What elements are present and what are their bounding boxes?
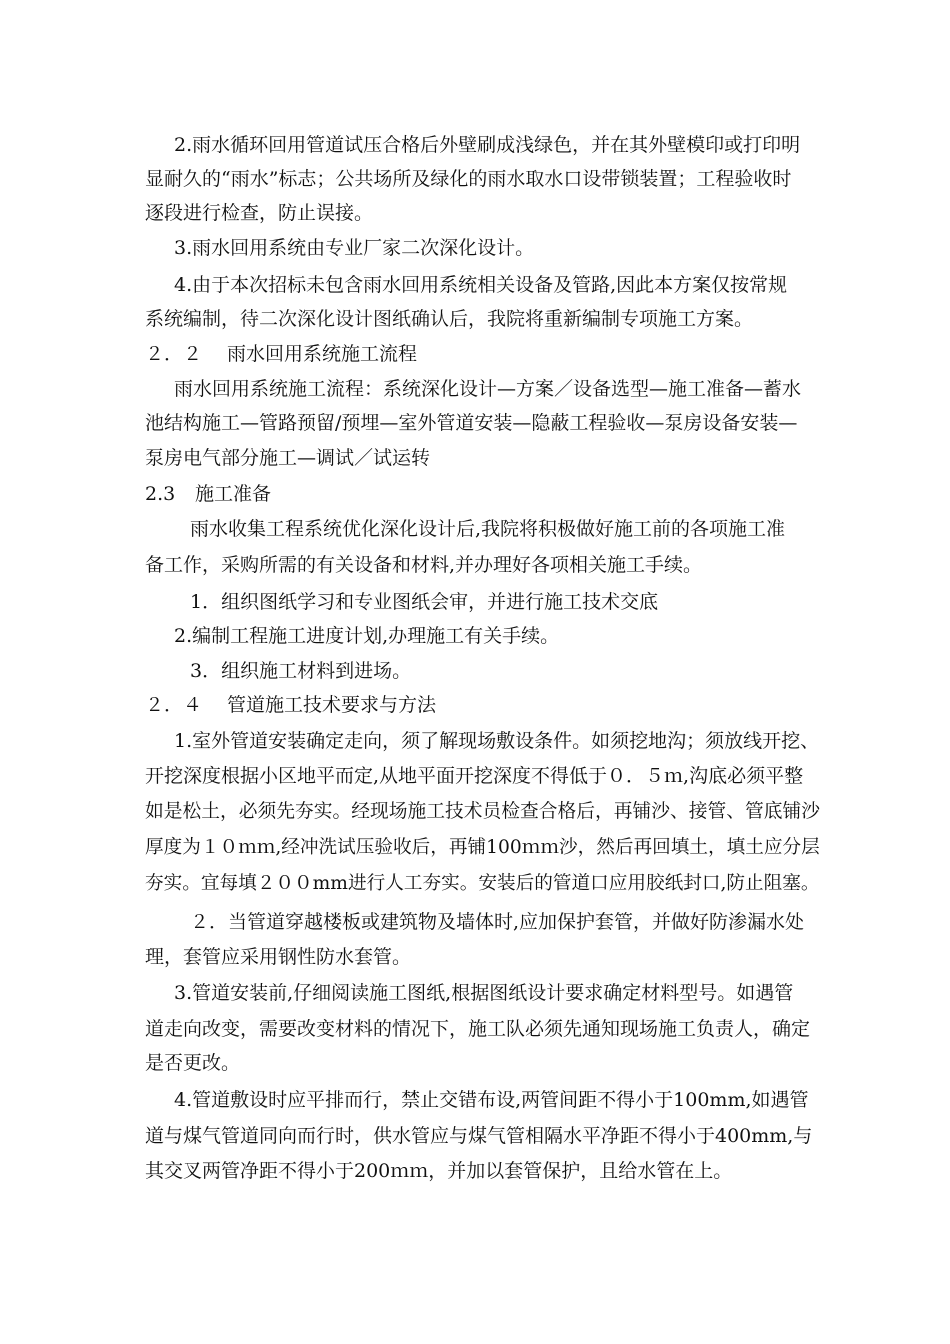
paragraph-line: 雨水回用系统施工流程：系统深化设计—方案／设备选型—施工准备—蓄水 (174, 378, 802, 400)
paragraph-line: 开挖深度根据小区地平而定,从地平面开挖深度不得低于０．５ｍ,沟底必须平整 (145, 765, 804, 787)
paragraph-line: 备工作，采购所需的有关设备和材料,并办理好各项相关施工手续。 (145, 554, 703, 576)
paragraph-line: 如是松土，必须先夯实。经现场施工技术员检查合格后，再铺沙、接管、管底铺沙 (145, 801, 820, 822)
section-number: ２．４ (145, 694, 203, 716)
section-number: ２．２ (145, 343, 203, 365)
section-heading (145, 342, 417, 366)
paragraph-line: 3.管道安装前,仔细阅读施工图纸,根据图纸设计要求确定材料型号。如遇管 (174, 982, 794, 1004)
section-title: 管道施工技术要求与方法 (227, 694, 437, 716)
section-heading (145, 693, 436, 717)
paragraph-line: 4.由于本次招标未包含雨水回用系统相关设备及管路,因此本方案仅按常规 (174, 274, 788, 296)
paragraph-line: 系统编制，待二次深化设计图纸确认后，我院将重新编制专项施工方案。 (145, 308, 754, 330)
paragraph-line: 2.雨水循环回用管道试压合格后外壁刷成浅绿色，并在其外壁模印或打印明 (174, 134, 801, 156)
paragraph-line: 道与煤气管道同向而行时，供水管应与煤气管相隔水平净距不得小于400mm,与 (145, 1125, 813, 1147)
section-title: 雨水回用系统施工流程 (227, 343, 418, 365)
section-title: 施工准备 (195, 483, 272, 505)
paragraph-line: 其交叉两管净距不得小于200ｍｍ，并加以套管保护，且给水管在上。 (145, 1160, 733, 1182)
paragraph-line: 1．组织图纸学习和专业图纸会审，并进行施工技术交底 (190, 591, 659, 613)
paragraph-line: 厚度为１０ｍｍ,经冲洗试压验收后，再铺100ｍｍ沙，然后再回填土，填土应分层 (145, 837, 820, 858)
paragraph-line: 逐段进行检查，防止误接。 (145, 202, 374, 224)
section-heading (145, 482, 271, 506)
paragraph-line: 道走向改变，需要改变材料的情况下，施工队必须先通知现场施工负责人，确定 (145, 1018, 811, 1040)
paragraph-line: 池结构施工—管路预留/预埋—室外管道安装—隐蔽工程验收—泵房设备安装— (145, 412, 798, 434)
paragraph-line: 理，套管应采用钢性防水套管。 (145, 946, 412, 968)
paragraph-line: 显耐久的“雨水”标志；公共场所及绿化的雨水取水口设带锁装置；工程验收时 (145, 168, 792, 190)
paragraph-line: 泵房电气部分施工—调试／试运转 (145, 447, 431, 469)
paragraph-line: 夯实。宜每填２００mm进行人工夯实。安装后的管道口应用胶纸封口,防止阻塞。 (145, 873, 820, 894)
paragraph-line: 1.室外管道安装确定走向，须了解现场敷设条件。如须挖地沟；须放线开挖、 (174, 730, 820, 752)
paragraph-line: 雨水收集工程系统优化深化设计后,我院将积极做好施工前的各项施工准 (190, 518, 786, 540)
paragraph-line: ２．当管道穿越楼板或建筑物及墙体时,应加保护套管，并做好防渗漏水处 (190, 911, 805, 933)
paragraph-line: 4.管道敷设时应平排而行，禁止交错布设,两管间距不得小于100mm,如遇管 (174, 1089, 809, 1111)
paragraph-line: 是否更改。 (145, 1052, 241, 1074)
paragraph-line: 2.编制工程施工进度计划,办理施工有关手续。 (174, 625, 560, 647)
section-number: 2.3 (145, 483, 176, 505)
paragraph-line: 3．组织施工材料到进场。 (190, 660, 412, 682)
paragraph-line: 3.雨水回用系统由专业厂家二次深化设计。 (174, 237, 535, 259)
